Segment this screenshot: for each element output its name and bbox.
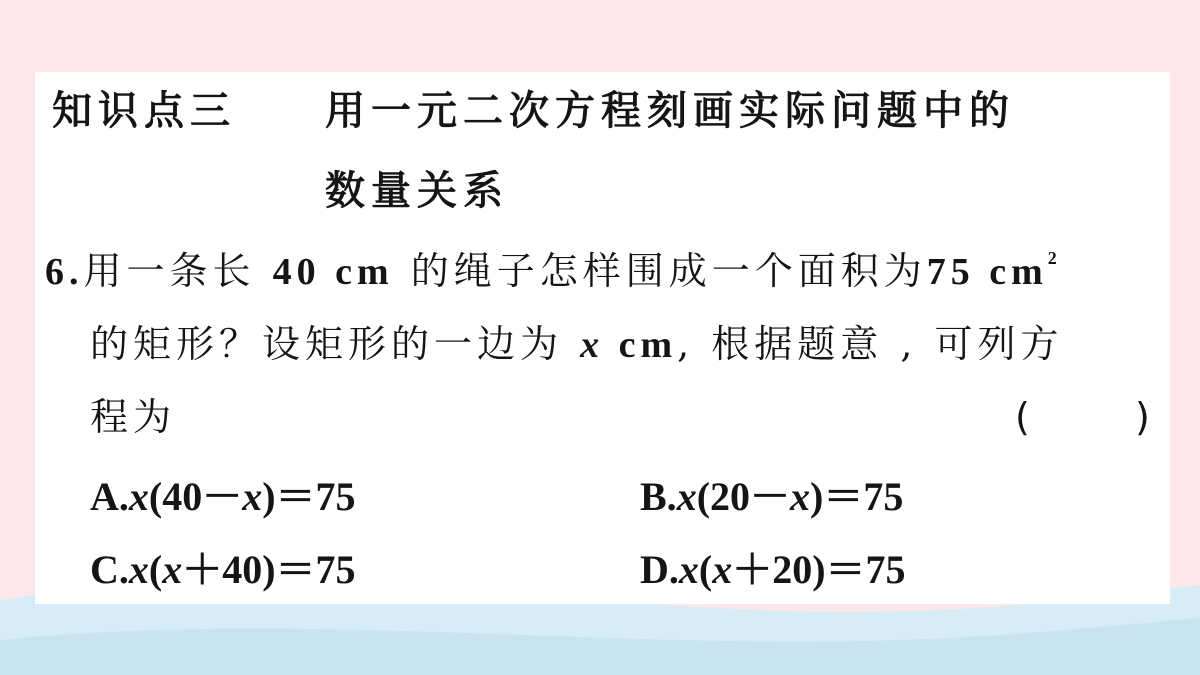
option-d-letter: D. xyxy=(640,547,679,592)
question-line2 xyxy=(90,322,1064,366)
question-card xyxy=(35,72,1170,604)
section-title-line1: 用一元二次方程刻画实际问题中的 xyxy=(325,88,1015,134)
question-text-2b: , 根据题意 , 可列方 xyxy=(677,322,1064,366)
option-a[interactable]: A.x(40－x)＝75 xyxy=(90,474,356,519)
variable-x: x xyxy=(580,324,605,366)
question-number: 6. xyxy=(45,251,84,293)
length-value: 40 xyxy=(272,251,321,293)
option-a-letter: A. xyxy=(90,474,129,519)
section-label: 知识点三 xyxy=(52,88,236,134)
question-text-1b: 的绳子怎样围成一个面积为 xyxy=(393,249,927,293)
option-d[interactable]: D.x(x＋20)＝75 xyxy=(640,547,906,592)
answer-blank-close: ) xyxy=(1135,395,1155,439)
question-text-2a: 的矩形？设矩形的一边为 xyxy=(90,322,581,366)
section-title-line2: 数量关系 xyxy=(325,168,509,214)
option-c[interactable]: C.x(x＋40)＝75 xyxy=(90,547,356,592)
question-line3: 程为 xyxy=(90,395,177,439)
side-unit: cm xyxy=(604,324,678,366)
area-value: 75 xyxy=(926,251,975,293)
answer-blank-open: ( xyxy=(1015,395,1035,439)
option-b-letter: B. xyxy=(640,474,677,519)
option-b[interactable]: B.x(20－x)＝75 xyxy=(640,474,904,519)
question-line1 xyxy=(45,248,1062,293)
area-unit: cm xyxy=(974,251,1048,293)
option-c-letter: C. xyxy=(90,547,129,592)
length-unit: cm xyxy=(320,251,394,293)
area-exponent: 2 xyxy=(1047,248,1062,268)
question-text-1a: 用一条长 xyxy=(83,249,273,293)
